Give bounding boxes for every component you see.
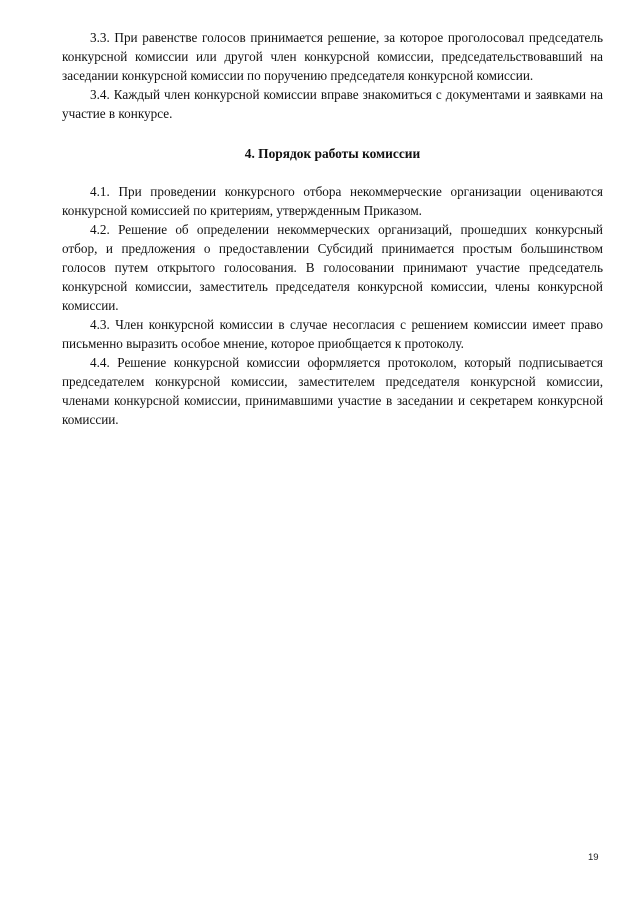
paragraph-3-4: 3.4. Каждый член конкурсной комиссии вправе знакомиться с документами и заявками на участие в конкурсе. (62, 87, 603, 121)
paragraph-4-1: 4.1. При проведении конкурсного отбора некоммерческие организации оцениваются конкурсной комиссией по критериям, утвержденным Приказом. (62, 184, 603, 218)
page-number: 19 (588, 852, 599, 863)
paragraph-4-2: 4.2. Решение об определении некоммерческих организаций, прошедших конкурсный отбор, и предложения о предоставлении Субсидий принимается простым большинством голосов путем открытого голосования. В голосовании принимают участие председатель конкурсной комиссии, заместитель председателя конкурсной комиссии, члены конкурсной комиссии. (62, 222, 603, 313)
paragraph-3-3: 3.3. При равенстве голосов принимается решение, за которое проголосовал председатель конкурсной комиссии или другой член конкурсной комиссии, председательствовавший на заседании конкурсной комиссии по поручению председателя конкурсной комиссии. (62, 30, 603, 83)
paragraph-4-3: 4.3. Член конкурсной комиссии в случае несогласия с решением комиссии имеет право письменно выразить особое мнение, которое приобщается к протоколу. (62, 317, 603, 351)
page-body (62, 28, 603, 429)
section-heading: 4. Порядок работы комиссии (244, 146, 421, 161)
paragraph-4-4: 4.4. Решение конкурсной комиссии оформляется протоколом, который подписывается председателем конкурсной комиссии, заместителем председателя конкурсной комиссии, членами конкурсной комиссии, принимавшими участие в заседании и секретарем конкурсной комиссии. (62, 355, 603, 427)
